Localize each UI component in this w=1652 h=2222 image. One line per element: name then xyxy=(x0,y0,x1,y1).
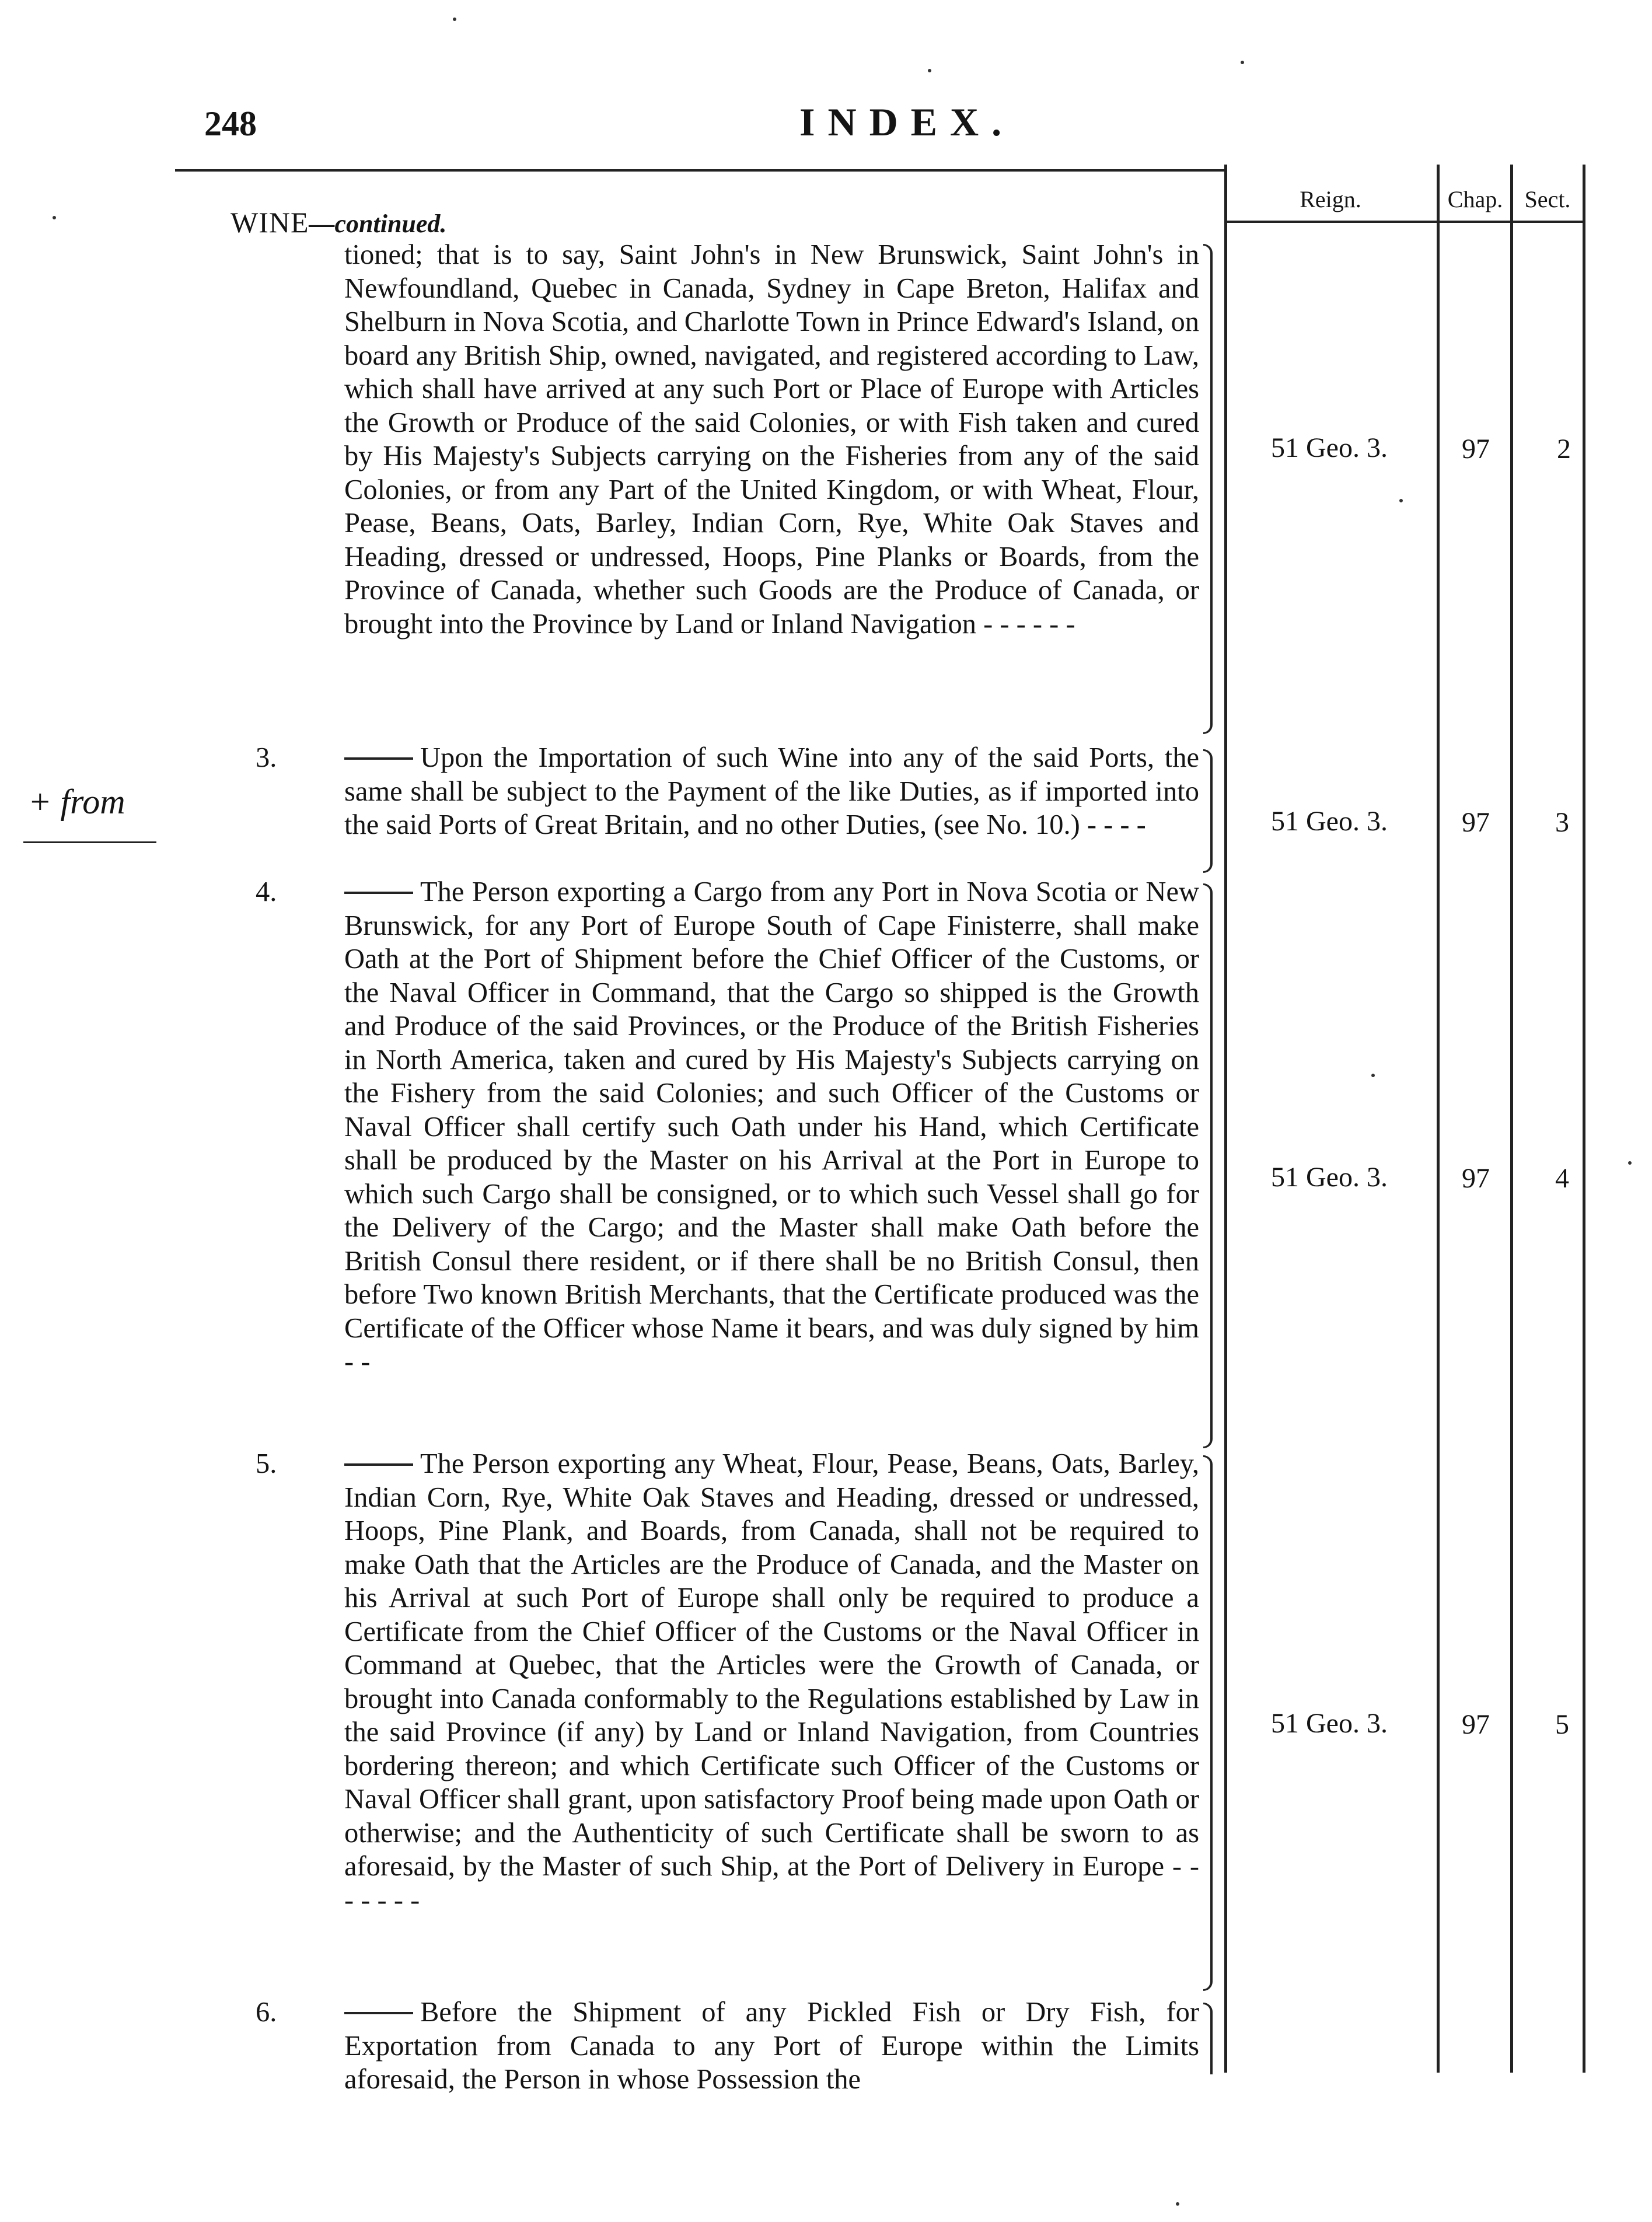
scan-speck xyxy=(453,18,456,21)
column-header-reign: Reign. xyxy=(1300,186,1361,212)
heading-term: WINE xyxy=(230,206,309,239)
entry-brace xyxy=(1203,749,1213,873)
entry-reign: 51 Geo. 3. xyxy=(1271,1708,1388,1739)
margin-annotation: + from xyxy=(28,782,125,821)
top-rule xyxy=(175,169,1225,172)
entry-chap: 97 xyxy=(1462,807,1490,838)
entry-text: Upon the Importation of such Wine into any of the said Ports, the same shall be subject to the Payment of the like Duties, as if imported into the said Ports of Great Britain, and no other Duties, (see No. 10.) - - - - xyxy=(344,742,1199,840)
scan-speck xyxy=(928,69,931,72)
scan-speck xyxy=(1176,2202,1179,2206)
entry-brace xyxy=(1203,1455,1213,1991)
column-header-chap: Chap. xyxy=(1447,186,1503,212)
entry-text: The Person exporting any Wheat, Flour, Pease, Beans, Oats, Barley, Indian Corn, Rye, White Oak Staves and Heading, dressed or undressed, Hoops, Pine Plank, and Boards, from Canada, shall not be required to make Oath that the Articles are the Produce of Canada, and the Master on his Arrival at such Port of Europe shall only be required to produce a Certificate from the Chief Officer of the Customs or the Naval Officer in Command at Quebec, that the Articles were the Growth of Canada, or brought into Canada conformably to the Regulations established by Law in the said Province (if any) by Land or Inland Navigation, from Countries bordering thereon; and which Certificate such Officer of the Customs or Naval Officer shall grant, upon satisfactory Proof being made upon Oath or otherwise; and the Authenticity of such Certificate shall be sworn to as aforesaid, by the Master of such Ship, at the Port of Delivery in Europe - - - - - - - xyxy=(344,1448,1199,1916)
column-rule-chap xyxy=(1510,165,1513,2073)
column-rule-reign xyxy=(1437,165,1440,2073)
entry xyxy=(256,1996,1199,2097)
scan-speck xyxy=(1241,61,1244,64)
scan-speck xyxy=(53,216,56,219)
entry xyxy=(256,741,1199,842)
entry-sect: 4 xyxy=(1555,1163,1569,1194)
entry-chap: 97 xyxy=(1462,1709,1490,1740)
scan-speck xyxy=(1399,499,1403,502)
entry-sect: 3 xyxy=(1555,807,1569,838)
entry-dash xyxy=(344,1463,413,1466)
column-rule-left xyxy=(1224,165,1227,2073)
entry-continued xyxy=(344,238,1199,641)
entry-text: Before the Shipment of any Pickled Fish or Dry Fish, for Exportation from Canada to any Port of Europe within the Limits aforesaid, the Person in whose Possession the xyxy=(344,1997,1199,2095)
entry-sect: 2 xyxy=(1557,434,1571,464)
scan-speck xyxy=(1628,1161,1632,1165)
entry-reign: 51 Geo. 3. xyxy=(1271,1162,1388,1193)
entry-brace xyxy=(1203,244,1213,734)
entry-dash xyxy=(344,2012,413,2014)
scan-speck xyxy=(1371,1074,1375,1077)
entry-number: 6. xyxy=(256,1997,277,2028)
page-number: 248 xyxy=(204,104,257,143)
entry-reign: 51 Geo. 3. xyxy=(1271,806,1388,837)
column-header-rule xyxy=(1224,221,1585,223)
entry-number: 5. xyxy=(256,1448,277,1479)
entry-number: 3. xyxy=(256,742,277,773)
heading-continued: —continued. xyxy=(309,209,447,238)
entry xyxy=(256,1447,1199,1917)
column-rule-right xyxy=(1583,165,1585,2073)
margin-annotation-underline xyxy=(23,841,156,843)
entry-reign: 51 Geo. 3. xyxy=(1271,432,1388,463)
entry-chap: 97 xyxy=(1462,434,1490,464)
page-title: INDEX. xyxy=(799,100,1015,144)
entry-text: tioned; that is to say, Saint John's in New Brunswick, Saint John's in Newfoundland, Quebec in Canada, Sydney in Cape Breton, Halifax and Shelburn in Nova Scotia, and Charlotte Town in Prince Edward's Island, on board any British Ship, owned, navigated, and registered according to Law, which shall have arrived at any such Port or Place of Europe with Articles the Growth or Produce of the said Colonies, or with Fish taken and cured by His Majesty's Subjects carrying on the Fisheries from any of the said Colonies, or from any Part of the United Kingdom, or with Wheat, Flour, Pease, Beans, Oats, Barley, Indian Corn, Rye, White Oak Staves and Heading, dressed or undressed, Hoops, Pine Planks or Boards, from the Province of Canada, whether such Goods are the Produce of Canada, or brought into the Province by Land or Inland Navigation - - - - - - xyxy=(344,239,1199,640)
entry-sect: 5 xyxy=(1555,1709,1569,1740)
entry-brace xyxy=(1203,2003,1213,2074)
entry-text: The Person exporting a Cargo from any Port in Nova Scotia or New Brunswick, for any Port of Europe South of Cape Finisterre, shall make Oath at the Port of Shipment before the Chief Officer of the Customs, or the Naval Officer in Command, that the Cargo so shipped is the Growth and Produce of the said Provinces, or the Produce of the British Fisheries in North America, taken and cured by His Majesty's Subjects carrying on the Fishery from the said Colonies; and such Officer of the Customs or Naval Officer shall certify such Oath under his Hand, which Certificate shall be produced by the Master on his Arrival at the Port in Europe to which such Cargo shall be consigned, or to which such Vessel shall go for the Delivery of the Cargo; and the Master shall make Oath before the British Consul there resident, or if there shall be no British Consul, then before Two known British Merchants, that the Certificate produced was the Certificate of the Officer whose Name it bears, and was duly signed by him - - xyxy=(344,876,1199,1377)
entry-brace xyxy=(1203,883,1213,1448)
entry-dash xyxy=(344,892,413,894)
entry-chap: 97 xyxy=(1462,1163,1490,1194)
column-header-sect: Sect. xyxy=(1524,186,1571,212)
entry-number: 4. xyxy=(256,876,277,907)
entry xyxy=(256,875,1199,1379)
index-heading xyxy=(230,205,446,239)
entry-dash xyxy=(344,757,413,760)
